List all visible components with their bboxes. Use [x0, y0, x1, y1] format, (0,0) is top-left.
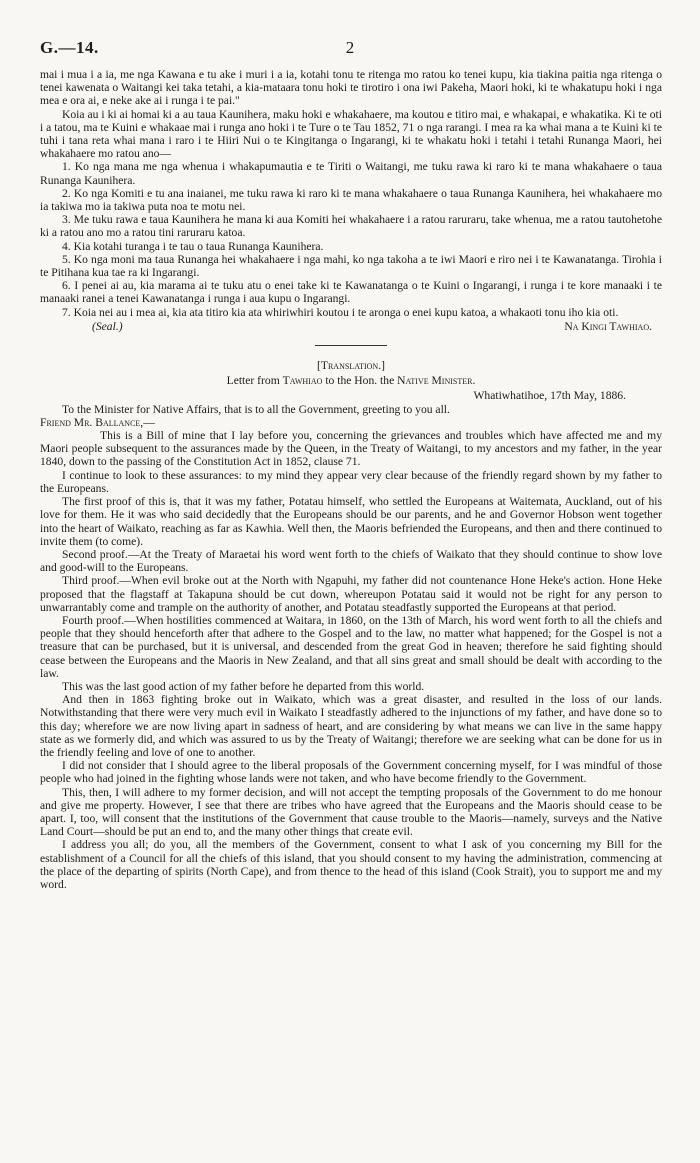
translation-paragraph: I did not consider that I should agree to the liberal proposals of the Government concerning myself, for I was mindful of those people who had joined in the fighting whose lands were not taken, and who have become friendly to the Government.: [40, 759, 662, 786]
maori-paragraph: Koia au i ki ai homai ki a au taua Kaunihera, maku hoki e whakahaere, ma koutou e titiro mai, e whakapai, e whakatika. Ki te oti i a tatou, ma te Kuini e whakaae mai i runga ano hoki i te Ture o te Tau 1852, 71 o nga rarangi. I mea ra ka whai mana a te Kuini ki te tuhi i tana reta whai mana i raro i te Hiiri Nui o te Kingitanga o Ingarangi, ki te whakatu hoki i tetahi i tetahi Runanga Maori, hei whakahaere mo ratou ano—: [40, 107, 662, 161]
maori-list-item: 1. Ko nga mana me nga whenua i whakapumautia e te Tiriti o Waitangi, me tuku rawa ki raro ki te mana whakahaere o taua Runanga Kaunihera.: [40, 160, 662, 187]
signature-line: [40, 320, 662, 333]
heading-prefix: Letter from: [226, 374, 280, 388]
seal-mark: (Seal.): [92, 319, 123, 333]
signature-prefix: Na: [564, 319, 579, 333]
maori-letter: [40, 68, 662, 891]
translation-paragraph: I continue to look to these assurances: to my mind they appear very clear because of the friendly regard shown by my father to the Europeans.: [40, 468, 662, 495]
maori-list-item: 2. Ko nga Komiti e tu ana inaianei, me tuku rawa ki raro ki te mana whakahaere o taua Runanga Kaunihera, hei whakahaere mo ia takiwa mo ia takiwa puta noa te motu nei.: [40, 186, 662, 214]
page-number: 2: [345, 38, 355, 57]
translation-paragraph: Fourth proof.—When hostilities commenced at Waitara, in 1860, on the 13th of March, his word went forth to all the chiefs and people that they should henceforth after that adhere to the Gospel and to the law, no matter what happened; for the Gospel is not a treasure that can be purchased, but it is universal, and descended from the great God in heaven; therefore he said fighting should cease between the Europeans and the Maoris in New Zealand, and that all sins great and small should be dealt with according to the law.: [40, 613, 662, 680]
signature-name: Kingi Tawhiao.: [581, 319, 652, 333]
translation-paragraph: Third proof.—When evil broke out at the North with Ngapuhi, my father did not countenance Hone Heke's action. Hone Heke proposed that the flagstaff at Takapuna should be cut down, whereupon Potatau said it would not be right for any person to unwarrantably come and trample on the authority of another, and Potatau steadfastly supported the Europeans at that period.: [40, 574, 662, 614]
heading-mid: to the Hon. the: [325, 374, 395, 388]
maori-list-item: 7. Koia nei au i mea ai, kia ata titiro kia ata whiriwhiri koutou i te aronga o enei kupu katoa, a whakaoti tonu iho kia oti.: [62, 305, 619, 319]
page-id: G.—14.: [40, 38, 99, 57]
translation-paragraph: I address you all; do you, all the members of the Government, consent to what I ask of you concerning my Bill for the establishment of a Council for all the chiefs of this island, that you should consent to my having the administration, commencing at the place of the departing of spirits (North Cape), and from thence to the head of this island (Cook Strait), you to support me and my word.: [40, 838, 662, 891]
place-date: Whatiwhatihoe, 17th May, 1886.: [473, 389, 626, 403]
maori-list-item: 5. Ko nga moni ma taua Runanga hei whakahaere i nga mahi, ko nga takoha a te iwi Maori e riro nei i te Kawanatanga. Tirohia i te Pitihana kua tae ra ki Ingarangi.: [40, 252, 662, 280]
translation-paragraph: And then in 1863 fighting broke out in Waikato, which was a great disaster, and resulted in the loss of our lands. Notwithstanding that there were very much evil in Waikato I steadfastly adhered to the injunctions of my father, and have done so to this day; wherefore we are now living apart in sadness of heart, and are considering by what means we can live in the same happy state as we formerly did, and which was assured to us by the Treaty of Waitangi; therefore we are seeking what can be done for us in the friendly feeling and love of one to another.: [40, 693, 662, 759]
heading-from: Tawhiao: [282, 374, 323, 388]
translation-label: [Translation.]: [317, 359, 385, 373]
address-line: To the Minister for Native Affairs, that is to all the Government, greeting to you all.: [62, 402, 450, 416]
maori-paragraph: mai i mua i a ia, me nga Kawana e tu ake i muri i a ia, kotahi tonu te ritenga mo ratou ko tenei kupu, kia tiakina paitia nga ritenga o tenei kawenata o Waitangi kei taka tetahi, a kia-mataara tonu hoki te tirotiro i ona iwi Pakeha, Maori hoki, ki te whakatupu hoki i nga mea e ora ai, e neke ake ai i runga i te pai.": [40, 68, 662, 108]
section-divider: [315, 345, 387, 346]
translation-paragraph: This is a Bill of mine that I lay before you, concerning the grievances and troubles which have affected me and my Maori people subsequent to the assurances made by the Queen, in the Treaty of Waitangi, to my ancestors and my father, in the year 1840, down to the passing of the Constitution Act in 1852, clause 71.: [40, 429, 662, 469]
translation-paragraph: This, then, I will adhere to my former decision, and will not accept the tempting proposals of the Government to do me honour and give me property. However, I see that there are tribes who have agreed that the Europeans and the Maoris should cease to be apart. I, too, will consent that the institutions of the Government that cause trouble to the Maoris—namely, surveys and the Native Land Court—should be put an end to, and the many other things that create evil.: [40, 785, 662, 839]
signature: [564, 320, 652, 333]
maori-list-item: 4. Kia kotahi turanga i te tau o taua Runanga Kaunihera.: [62, 239, 324, 253]
maori-list-item: 3. Me tuku rawa e taua Kaunihera he mana ki aua Komiti hei whakahaere i a ratou raruraru, take whenua, me a ratou tautohetohe ki a ratou ano mo a ratou tini raruraru katoa.: [40, 213, 662, 240]
translation-paragraph: The first proof of this is, that it was my father, Potatau himself, who settled the Europeans at Waitemata, Auckland, out of his love for them. He it was who said decidedly that the Europeans should be our parents, and he and Governor Hobson went together into the heart of Waikato, reaching as far as Kawhia. Well then, the Maoris befriended the Europeans, and then and there continued to invite them (to come).: [40, 495, 662, 548]
page-header: [40, 38, 660, 58]
translation-paragraph: This was the last good action of my father before he departed from this world.: [62, 679, 425, 693]
salutation: Friend Mr. Ballance,—: [40, 415, 155, 429]
translation-paragraph: Second proof.—At the Treaty of Maraetai his word went forth to the chiefs of Waikato that they should continue to show love and good-will to the Europeans.: [40, 547, 662, 575]
heading-to: Native Minister.: [397, 374, 476, 388]
maori-list-item: 6. I penei ai au, kia marama ai te tuku atu o enei take ki te Kawanatanga o te Kuini o Ingarangi, i runga i te kore manaaki i te manaaki ranei a tenei Kawanatanga i runga i aua kupu o Ingarangi.: [40, 279, 662, 306]
translation-heading: [40, 374, 662, 387]
